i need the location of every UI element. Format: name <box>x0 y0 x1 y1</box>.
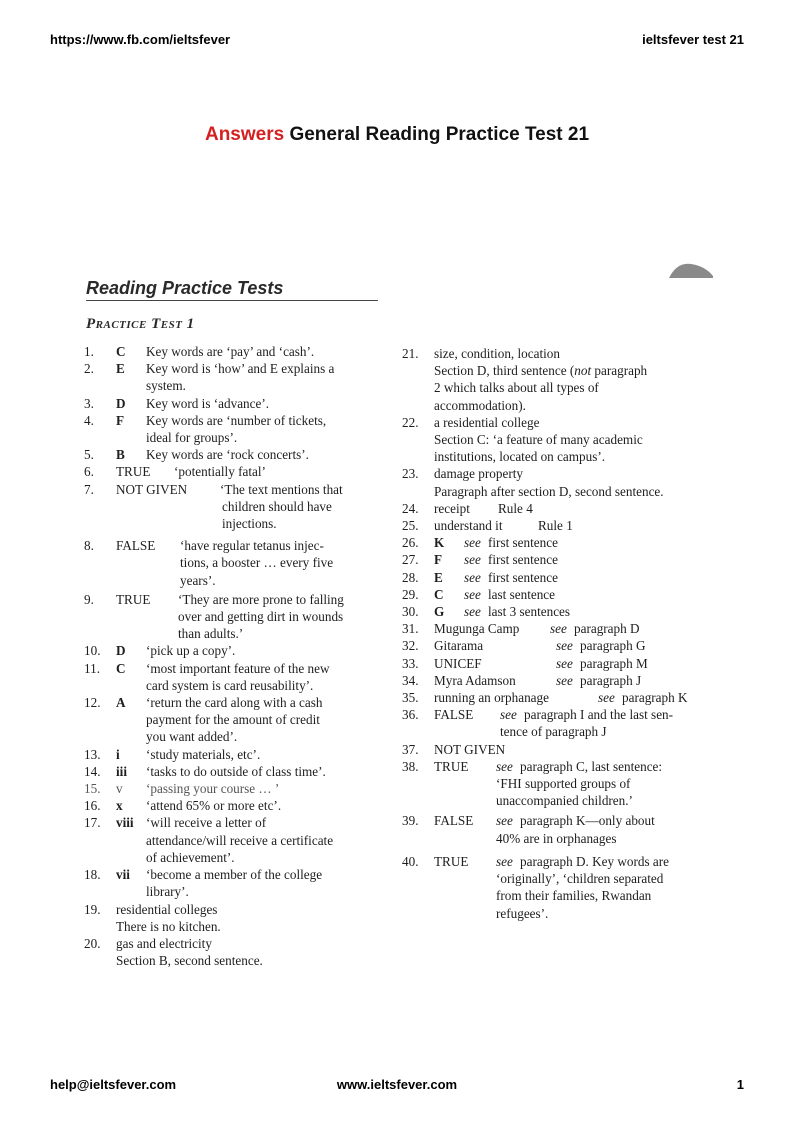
answer-1: 1. C Key words are ‘pay’ and ‘cash’. <box>84 344 315 359</box>
answer-18: 18. vii ‘become a member of the college <box>84 867 323 883</box>
answer-23: 23. damage property <box>402 466 523 482</box>
answer-15: 15. v ‘passing your course … ’ <box>84 781 280 797</box>
answer-4: 4. F Key words are ‘number of tickets, <box>84 412 327 428</box>
answer-39: 39. FALSE see paragraph K—only about <box>402 813 655 829</box>
title-rest: General Reading Practice Test 21 <box>289 124 590 145</box>
answer-10: 10. D ‘pick up a copy’. <box>84 643 236 659</box>
answer-40: 40. TRUE see paragraph D. Key words are <box>402 853 670 869</box>
answer-28: 28. E see first sentence <box>402 569 558 585</box>
answer-25: 25. understand it Rule 1 <box>402 518 573 534</box>
title-highlight: Answers <box>204 124 285 145</box>
answer-35: 35. running an orphanage see paragraph K <box>402 690 688 706</box>
answer-21: 21. size, condition, location <box>402 346 560 361</box>
answer-37: 37. NOT GIVEN <box>402 741 506 757</box>
heading-rule <box>86 300 378 301</box>
answer-6: 6. TRUE ‘potentially fatal’ <box>84 464 266 480</box>
answer-19: 19. residential colleges <box>84 901 218 917</box>
answer-2: 2. E Key word is ‘how’ and E explains a <box>84 361 335 377</box>
answer-32: 32. Gitarama see paragraph G <box>402 638 646 654</box>
footer-website-link[interactable]: www.ieltsfever.com <box>336 1077 458 1092</box>
answer-7: 7. NOT GIVEN ‘The text mentions that <box>84 481 343 497</box>
answer-22: 22. a residential college <box>402 414 540 430</box>
answer-3: 3. D Key word is ‘advance’. <box>84 395 270 411</box>
footer-email[interactable]: help@ieltsfever.com <box>50 1077 177 1092</box>
answer-17: 17. viii ‘will receive a letter of <box>84 815 267 831</box>
answer-8: 8. FALSE ‘have regular tetanus injec- <box>84 538 324 554</box>
answer-11: 11. C ‘most important feature of the new <box>84 660 330 676</box>
page-title <box>0 124 794 146</box>
header-fb-link[interactable]: https://www.fb.com/ieltsfever <box>50 32 231 47</box>
answer-16: 16. x ‘attend 65% or more etc’. <box>84 798 282 814</box>
footer-website <box>0 1077 794 1092</box>
answer-38: 38. TRUE see paragraph C, last sentence: <box>402 758 663 774</box>
practice-test-heading: Practice Test 1 <box>86 316 195 332</box>
answer-12: 12. A ‘return the card along with a cash <box>84 695 323 711</box>
answer-9: 9. TRUE ‘They are more prone to falling <box>84 591 344 607</box>
answer-20: 20. gas and electricity <box>84 935 212 951</box>
answer-14: 14. iii ‘tasks to do outside of class time’. <box>84 763 326 779</box>
header-test-label: ieltsfever test 21 <box>642 32 744 47</box>
answer-34: 34. Myra Adamson see paragraph J <box>402 672 642 688</box>
answer-27: 27. F see first sentence <box>402 552 558 568</box>
answer-31: 31. Mugunga Camp see paragraph D <box>402 621 640 637</box>
answer-13: 13. i ‘study materials, etc’. <box>84 746 261 762</box>
answer-33: 33. UNICEF see paragraph M <box>402 655 648 671</box>
page-number: 1 <box>736 1077 744 1092</box>
answer-5: 5. B Key words are ‘rock concerts’. <box>84 447 309 463</box>
answer-24: 24. receipt Rule 4 <box>402 500 533 516</box>
answer-30: 30. G see last 3 sentences <box>402 604 571 620</box>
book-heading: Reading Practice Tests <box>86 278 284 298</box>
answer-36: 36. FALSE see paragraph I and the last sen- <box>402 707 674 723</box>
answers-right-column: 21. size, condition, location Section D, third sentence (not paragraph 2 which talks about all types of accommodation). 22. a residential college Section C: ‘a feature of many academic institutions, located on campus’. 23. damage property Paragraph after section D, second sentence. 24. receipt Rule 4 25. understand it Rule 1 26. K see first sentence 27. F see first sentence 28. E see first sentence 29. C see last sentence 30. G see last 3 sentences 31. Mugunga Camp see paragraph D 32. Gitarama see paragraph G 33. UNICEF see paragraph M 34. Myra Adamson see paragraph J 35. running an orphanage see paragraph K 36. FALSE see paragraph I and the last sen- tence of paragraph J 37. NOT GIVEN 38. TRUE see paragraph C, last sentence: ‘FHI supported groups of unaccompanied children.’ 39. FALSE see paragraph K—only about 40% are in orphanages 40. TRUE see paragraph D. Key words are ‘originally’, ‘children separated from their families, Rwandan refugees’. <box>402 345 732 922</box>
answers-left-column: 1. C Key words are ‘pay’ and ‘cash’. 2. E Key word is ‘how’ and E explains a system. 3. D Key word is ‘advance’. 4. F Key words are ‘number of tickets, ideal for groups’. 5. B Key words are ‘rock concerts’. 6. TRUE ‘potentially fatal’ 7. NOT GIVEN ‘The text mentions that children should have injections. 8. FALSE ‘have regular tetanus injec- tions, a booster … every five years’. 9. TRUE ‘They are more prone to falling over and getting dirt in wounds than adults.’ 10. D ‘pick up a copy’. 11. C ‘most important feature of the new card system is card reusability’. 12. A ‘return the card along with a cash payment for the amount of credit you want added’. 13. i ‘study materials, etc’. 14. iii ‘tasks to do outside of class time’. 15. v ‘passing your course … ’ 16. x ‘attend 65% or more etc’. 17. viii ‘will receive a letter of attendance/will receive a certificate of achievement’. 18. vii ‘become a member of the college library’. 19. residential colleges There is no kitchen. 20. gas and electricity Section B, second sentence. <box>84 343 384 969</box>
answer-29: 29. C see last sentence <box>402 586 556 602</box>
answer-26: 26. K see first sentence <box>402 535 558 551</box>
page-curl-decoration-icon <box>669 262 713 278</box>
